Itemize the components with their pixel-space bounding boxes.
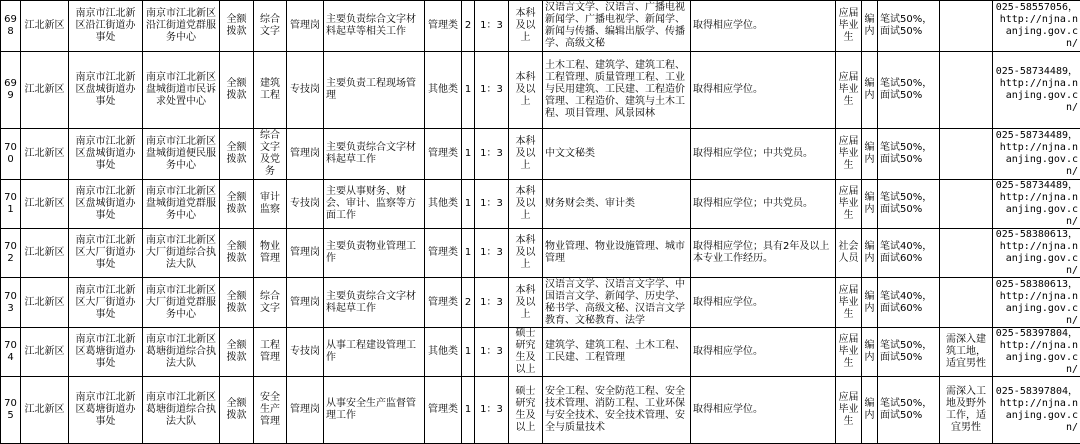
staffing-cell: 编内	[862, 52, 878, 129]
staffing-cell: 编内	[862, 180, 878, 229]
row-number: 702	[1, 229, 21, 278]
funding-cell: 全额拨款	[220, 1, 254, 52]
category-cell: 管理类	[425, 129, 462, 180]
district-cell: 江北新区	[21, 52, 69, 129]
ratio-cell: 1：3	[475, 328, 509, 377]
staffing-cell: 编内	[862, 129, 878, 180]
duty-cell: 从事工程建设管理工作	[324, 328, 425, 377]
unit-cell: 南京市江北新区沿江街道党群服务中心	[143, 1, 220, 52]
contact-cell: 025-58380613，http://njna.nanjing.gov.cn/	[993, 278, 1080, 328]
duty-cell: 主要负责综合文字材料起草等相关工作	[324, 1, 425, 52]
target-cell: 应届毕业生	[836, 328, 862, 377]
funding-cell: 全额拨款	[220, 229, 254, 278]
duty-cell: 主要负责综合文字材料起草工作	[324, 278, 425, 328]
count-cell: 1	[462, 377, 475, 444]
category-cell: 其他类	[425, 328, 462, 377]
funding-cell: 全额拨款	[220, 52, 254, 129]
target-cell: 应届毕业生	[836, 180, 862, 229]
count-cell: 2	[462, 1, 475, 52]
ratio-cell: 1：3	[475, 278, 509, 328]
table-row	[1, 377, 1080, 444]
count-cell: 1	[462, 328, 475, 377]
ratio-cell: 1：3	[475, 52, 509, 129]
agency-cell: 南京市江北新区大厂街道办事处	[69, 229, 143, 278]
table-row	[1, 328, 1080, 377]
agency-cell: 南京市江北新区盘城街道办事处	[69, 180, 143, 229]
position-cell: 审计监察	[254, 180, 287, 229]
target-cell: 应届毕业生	[836, 129, 862, 180]
count-cell: 1	[462, 129, 475, 180]
exam-ratio-cell: 笔试50%，面试50%	[878, 180, 940, 229]
position-type-cell: 专技岗	[287, 328, 324, 377]
agency-cell: 南京市江北新区盘城街道办事处	[69, 52, 143, 129]
target-cell: 应届毕业生	[836, 278, 862, 328]
district-cell: 江北新区	[21, 229, 69, 278]
exam-ratio-cell: 笔试50%，面试50%	[878, 328, 940, 377]
major-cell: 汉语言文学、汉语言、广播电视新闻学、广播电视学、新闻学、新闻与传播、编辑出版学、传播学、高级文秘	[543, 1, 691, 52]
ratio-cell: 1：3	[475, 229, 509, 278]
degree-cell: 取得相应学位。	[691, 328, 836, 377]
major-cell: 汉语言文学、汉语言文字学、中国语言文学、新闻学、历史学、秘书学、高级文秘、汉语言文学教育、文秘教育、法学	[543, 278, 691, 328]
major-cell: 中文文秘类	[543, 129, 691, 180]
degree-cell: 取得相应学位。	[691, 377, 836, 444]
major-cell: 财务财会类、审计类	[543, 180, 691, 229]
count-cell: 1	[462, 180, 475, 229]
exam-ratio-cell: 笔试40%，面试60%	[878, 229, 940, 278]
exam-ratio-cell: 笔试50%，面试50%	[878, 52, 940, 129]
funding-cell: 全额拨款	[220, 278, 254, 328]
position-type-cell: 管理岗	[287, 1, 324, 52]
education-cell: 硕士研究生及以上	[509, 377, 543, 444]
category-cell: 其他类	[425, 180, 462, 229]
target-cell: 应届毕业生	[836, 1, 862, 52]
position-cell: 综合文字	[254, 278, 287, 328]
position-cell: 综合文字	[254, 1, 287, 52]
district-cell: 江北新区	[21, 129, 69, 180]
unit-cell: 南京市江北新区葛塘街道综合执法大队	[143, 328, 220, 377]
staffing-cell: 编内	[862, 1, 878, 52]
note-cell	[940, 278, 993, 328]
degree-cell: 取得相应学位；中共党员。	[691, 129, 836, 180]
note-cell: 需深入工地及野外工作，适宜男性	[940, 377, 993, 444]
major-cell: 物业管理、物业设施管理、城市管理	[543, 229, 691, 278]
target-cell: 社会人员	[836, 229, 862, 278]
exam-ratio-cell: 笔试50%，面试50%	[878, 377, 940, 444]
category-cell: 管理类	[425, 229, 462, 278]
funding-cell: 全额拨款	[220, 328, 254, 377]
district-cell: 江北新区	[21, 377, 69, 444]
duty-cell: 主要负责物业管理工作	[324, 229, 425, 278]
exam-ratio-cell: 笔试50%，面试50%	[878, 129, 940, 180]
contact-cell: 025-58734489，http://njna.nanjing.gov.cn/	[993, 129, 1080, 180]
staffing-cell: 编内	[862, 377, 878, 444]
category-cell: 管理类	[425, 377, 462, 444]
category-cell: 管理类	[425, 1, 462, 52]
degree-cell: 取得相应学位。	[691, 52, 836, 129]
position-cell: 综合文字及党务	[254, 129, 287, 180]
ratio-cell: 1：3	[475, 129, 509, 180]
position-type-cell: 管理岗	[287, 129, 324, 180]
district-cell: 江北新区	[21, 328, 69, 377]
row-number: 700	[1, 129, 21, 180]
education-cell: 本科及以上	[509, 180, 543, 229]
table-row	[1, 52, 1080, 129]
staffing-cell: 编内	[862, 278, 878, 328]
row-number: 701	[1, 180, 21, 229]
position-cell: 工程管理	[254, 328, 287, 377]
position-type-cell: 专技岗	[287, 52, 324, 129]
contact-cell: 025-58557056，http://njna.nanjing.gov.cn/	[993, 1, 1080, 52]
education-cell: 本科及以上	[509, 129, 543, 180]
duty-cell: 主要负责工程现场管理	[324, 52, 425, 129]
row-number: 704	[1, 328, 21, 377]
count-cell: 1	[462, 229, 475, 278]
target-cell: 应届毕业生	[836, 377, 862, 444]
category-cell: 其他类	[425, 52, 462, 129]
count-cell: 1	[462, 52, 475, 129]
major-cell: 土木工程、建筑学、建筑工程、工程管理、质量管理工程、工业与民用建筑、工民建、工程造价管理、工程造价、建筑与土木工程、项目管理、风景园林	[543, 52, 691, 129]
duty-cell: 主要负责综合文字材料起草工作	[324, 129, 425, 180]
duty-cell: 从事安全生产监督管理工作	[324, 377, 425, 444]
district-cell: 江北新区	[21, 1, 69, 52]
table-row	[1, 229, 1080, 278]
position-cell: 建筑工程	[254, 52, 287, 129]
table-row	[1, 180, 1080, 229]
agency-cell: 南京市江北新区大厂街道办事处	[69, 278, 143, 328]
ratio-cell: 1：3	[475, 1, 509, 52]
target-cell: 应届毕业生	[836, 52, 862, 129]
contact-cell: 025-58734489，http://njna.nanjing.gov.cn/	[993, 52, 1080, 129]
contact-cell: 025-58397804，http://njna.nanjing.gov.cn/	[993, 377, 1080, 444]
unit-cell: 南京市江北新区大厂街道综合执法大队	[143, 229, 220, 278]
degree-cell: 取得相应学位。	[691, 1, 836, 52]
district-cell: 江北新区	[21, 278, 69, 328]
funding-cell: 全额拨款	[220, 377, 254, 444]
education-cell: 本科及以上	[509, 229, 543, 278]
note-cell	[940, 52, 993, 129]
education-cell: 本科及以上	[509, 1, 543, 52]
position-type-cell: 管理岗	[287, 278, 324, 328]
exam-ratio-cell: 笔试40%，面试60%	[878, 278, 940, 328]
education-cell: 本科及以上	[509, 52, 543, 129]
category-cell: 管理类	[425, 278, 462, 328]
degree-cell: 取得相应学位。	[691, 278, 836, 328]
position-type-cell: 管理岗	[287, 229, 324, 278]
agency-cell: 南京市江北新区沿江街道办事处	[69, 1, 143, 52]
agency-cell: 南京市江北新区葛塘街道办事处	[69, 328, 143, 377]
agency-cell: 南京市江北新区盘城街道办事处	[69, 129, 143, 180]
count-cell: 2	[462, 278, 475, 328]
row-number: 705	[1, 377, 21, 444]
row-number: 698	[1, 1, 21, 52]
unit-cell: 南京市江北新区葛塘街道综合执法大队	[143, 377, 220, 444]
table-row	[1, 129, 1080, 180]
district-cell: 江北新区	[21, 180, 69, 229]
note-cell: 需深入建筑工地，适宜男性	[940, 328, 993, 377]
ratio-cell: 1：3	[475, 180, 509, 229]
row-number: 699	[1, 52, 21, 129]
degree-cell: 取得相应学位；具有2年及以上本专业工作经历。	[691, 229, 836, 278]
unit-cell: 南京市江北新区大厂街道党群服务中心	[143, 278, 220, 328]
note-cell	[940, 180, 993, 229]
position-cell: 物业管理	[254, 229, 287, 278]
education-cell: 硕士研究生及以上	[509, 328, 543, 377]
contact-cell: 025-58734489，http://njna.nanjing.gov.cn/	[993, 180, 1080, 229]
education-cell: 本科及以上	[509, 278, 543, 328]
duty-cell: 主要从事财务、财会、审计、监察等方面工作	[324, 180, 425, 229]
major-cell: 建筑学、建筑工程、土木工程、工民建、工程管理	[543, 328, 691, 377]
contact-cell: 025-58380613，http://njna.nanjing.gov.cn/	[993, 229, 1080, 278]
agency-cell: 南京市江北新区葛塘街道办事处	[69, 377, 143, 444]
degree-cell: 取得相应学位；中共党员。	[691, 180, 836, 229]
unit-cell: 南京市江北新区盘城街道党群服务中心	[143, 180, 220, 229]
table-row	[1, 278, 1080, 328]
contact-cell: 025-58397804，http://njna.nanjing.gov.cn/	[993, 328, 1080, 377]
funding-cell: 全额拨款	[220, 180, 254, 229]
note-cell	[940, 129, 993, 180]
table-row	[1, 1, 1080, 52]
position-type-cell: 管理岗	[287, 377, 324, 444]
staffing-cell: 编内	[862, 229, 878, 278]
major-cell: 安全工程、安全防范工程、安全技术管理、消防工程、工业环保与安全技术、安全技术管理、安全与质量技术	[543, 377, 691, 444]
exam-ratio-cell: 笔试50%，面试50%	[878, 1, 940, 52]
position-cell: 安全生产管理	[254, 377, 287, 444]
unit-cell: 南京市江北新区盘城街道便民服务中心	[143, 129, 220, 180]
unit-cell: 南京市江北新区盘城街道市民诉求处置中心	[143, 52, 220, 129]
note-cell	[940, 229, 993, 278]
note-cell	[940, 1, 993, 52]
ratio-cell: 1：3	[475, 377, 509, 444]
funding-cell: 全额拨款	[220, 129, 254, 180]
position-type-cell: 专技岗	[287, 180, 324, 229]
row-number: 703	[1, 278, 21, 328]
staffing-cell: 编内	[862, 328, 878, 377]
